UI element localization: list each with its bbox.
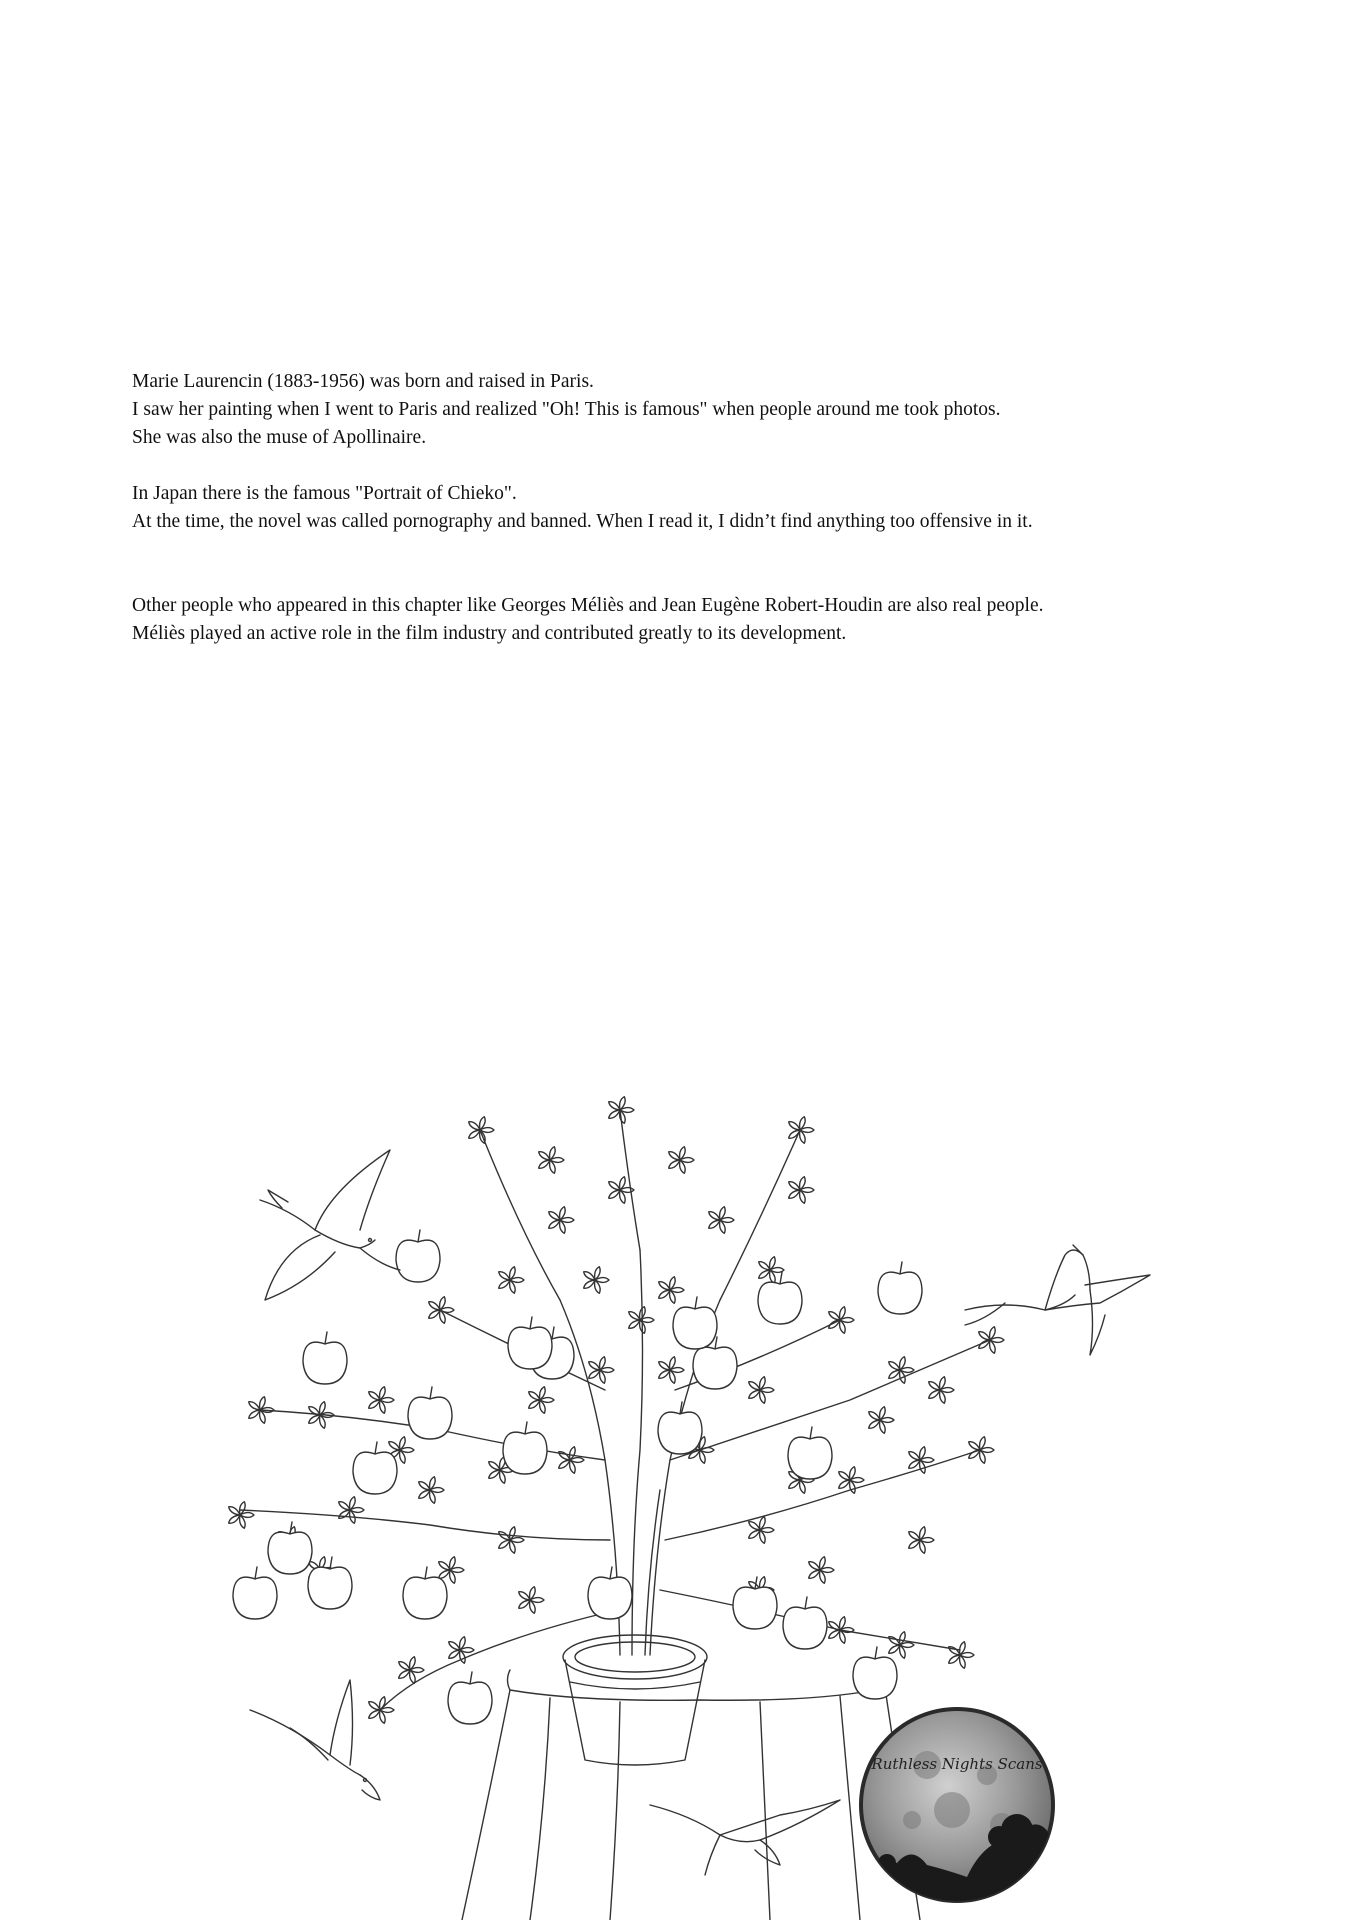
watermark-text: Ruthless Nights Scans xyxy=(871,1755,1043,1773)
tree-apples xyxy=(233,1230,922,1724)
note-paragraph-melies xyxy=(132,592,1252,648)
tree-trunk-drawing xyxy=(240,1110,990,1710)
bird-drawing-bottom-left xyxy=(250,1680,380,1800)
note-line: In Japan there is the famous "Portrait of Chieko". xyxy=(132,483,517,504)
note-line: Méliès played an active role in the film industry and contributed greatly to its development. xyxy=(132,623,847,644)
tree-foliage xyxy=(229,1097,1004,1724)
scanlation-watermark-badge xyxy=(857,1705,1057,1905)
bird-drawing-bottom-center xyxy=(650,1800,840,1875)
bird-drawing-top-left xyxy=(260,1150,400,1300)
note-line: I saw her painting when I went to Paris and realized "Oh! This is famous" when people around me took photos. xyxy=(132,399,1001,420)
note-line: Marie Laurencin (1883-1956) was born and raised in Paris. xyxy=(132,371,594,392)
note-line: She was also the muse of Apollinaire. xyxy=(132,427,427,448)
note-paragraph-chieko xyxy=(132,480,1252,536)
note-paragraph-laurencin xyxy=(132,368,1252,452)
note-line: Other people who appeared in this chapter like Georges Méliès and Jean Eugène Robert-Houdin are also real people. xyxy=(132,595,1044,616)
translator-notes xyxy=(132,368,1252,648)
table-drawing xyxy=(462,1666,920,1920)
note-line: At the time, the novel was called pornography and banned. When I read it, I didn’t find anything too offensive in it. xyxy=(132,511,1033,532)
